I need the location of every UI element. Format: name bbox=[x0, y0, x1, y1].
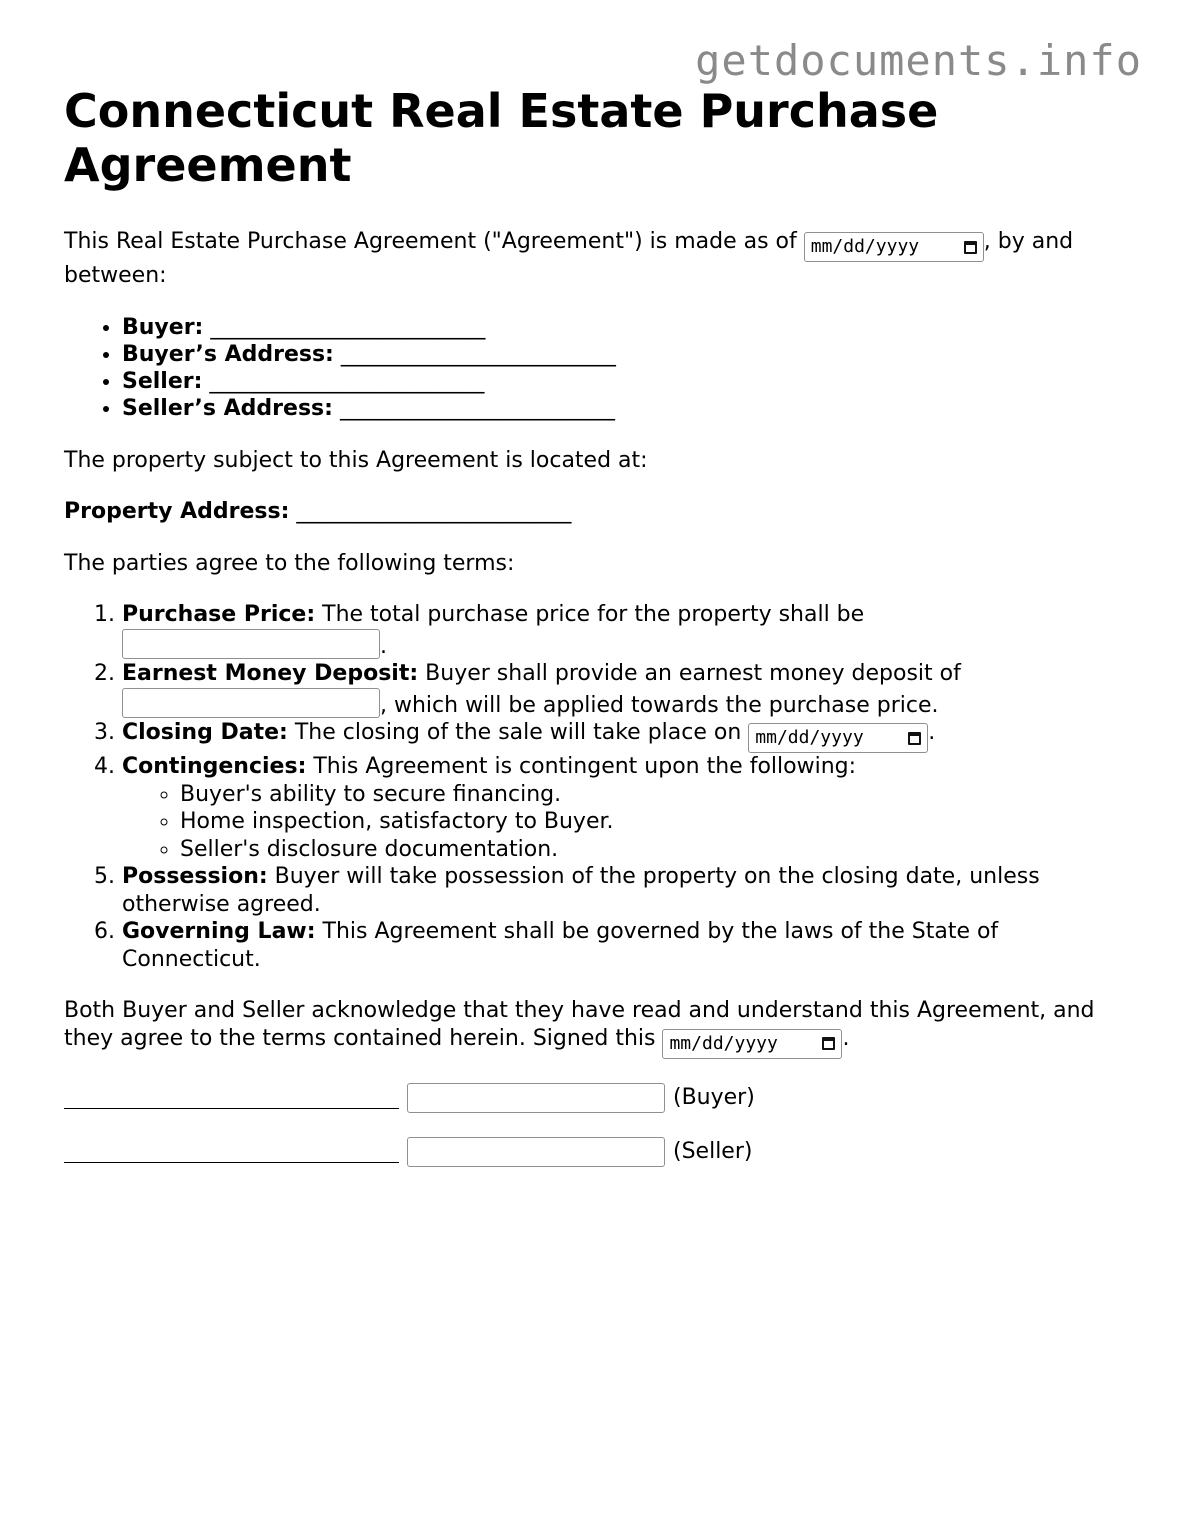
party-label: Seller’s Address: bbox=[122, 396, 333, 422]
party-blank: _________________________ bbox=[340, 341, 616, 367]
party-blank: _________________________ bbox=[210, 314, 486, 340]
terms-intro: The parties agree to the following terms: bbox=[64, 550, 515, 576]
term-closing-date bbox=[122, 719, 1114, 753]
party-label: Buyer: bbox=[122, 314, 204, 340]
term-purchase-price bbox=[122, 601, 1114, 660]
earnest-money-input[interactable] bbox=[122, 688, 380, 718]
document-page bbox=[64, 84, 1114, 1167]
acknowledgment-text: Both Buyer and Seller acknowledge that they have read and understand this Agreement, and they agree to the terms contained herein. Signed this bbox=[64, 998, 1095, 1051]
buyer-name-input[interactable] bbox=[407, 1083, 665, 1113]
intro-text-after: , by and between: bbox=[64, 229, 1074, 288]
term-label: Possession: bbox=[122, 864, 268, 890]
date-placeholder: mm/dd/yyyy bbox=[669, 1032, 778, 1054]
acknowledgment-paragraph bbox=[64, 997, 1114, 1059]
intro-paragraph bbox=[64, 228, 1114, 290]
term-text: Buyer shall provide an earnest money deposit of bbox=[418, 661, 961, 687]
term-text-after: . bbox=[380, 633, 387, 659]
term-text: This Agreement shall be governed by the laws of the State of Connecticut. bbox=[122, 919, 999, 972]
party-buyer bbox=[122, 314, 1114, 341]
contingencies-list bbox=[122, 781, 1114, 864]
purchase-price-input[interactable] bbox=[122, 629, 380, 659]
seller-signature-line bbox=[64, 1140, 399, 1163]
property-address-blank: _________________________ bbox=[296, 499, 572, 525]
closing-date-input[interactable] bbox=[748, 723, 928, 753]
term-label: Purchase Price: bbox=[122, 602, 316, 628]
term-label: Contingencies: bbox=[122, 754, 307, 780]
term-label: Earnest Money Deposit: bbox=[122, 661, 419, 687]
calendar-icon[interactable] bbox=[964, 241, 977, 254]
term-text-after: , which will be applied towards the purchase price. bbox=[380, 692, 939, 718]
party-seller bbox=[122, 368, 1114, 395]
property-address bbox=[64, 498, 1114, 526]
seller-label: (Seller) bbox=[673, 1138, 753, 1164]
term-earnest-money bbox=[122, 660, 1114, 719]
date-placeholder: mm/dd/yyyy bbox=[755, 727, 864, 749]
acknowledgment-after: . bbox=[842, 1025, 850, 1051]
buyer-signature-row bbox=[64, 1083, 1114, 1113]
seller-signature-row bbox=[64, 1137, 1114, 1167]
intro-text: This Real Estate Purchase Agreement ("Agreement") is made as of bbox=[64, 229, 804, 254]
property-address-label: Property Address: bbox=[64, 499, 290, 525]
contingency-item: ◦ Home inspection, satisfactory to Buyer. bbox=[180, 808, 1114, 836]
term-label: Governing Law: bbox=[122, 919, 316, 945]
buyer-label: (Buyer) bbox=[673, 1084, 755, 1110]
term-text: The total purchase price for the property shall be bbox=[315, 602, 865, 628]
document-title: Connecticut Real Estate Purchase Agreement bbox=[64, 84, 939, 192]
agreement-date-input[interactable] bbox=[804, 232, 984, 262]
term-label: Closing Date: bbox=[122, 720, 288, 746]
calendar-icon[interactable] bbox=[822, 1037, 835, 1050]
party-blank: _________________________ bbox=[339, 396, 615, 422]
terms-list bbox=[64, 601, 1114, 973]
term-possession bbox=[122, 863, 1114, 918]
property-intro: The property subject to this Agreement is located at: bbox=[64, 447, 648, 473]
term-text-after: . bbox=[928, 720, 936, 746]
party-blank: _________________________ bbox=[209, 369, 485, 395]
term-text: This Agreement is contingent upon the following: bbox=[306, 754, 857, 780]
contingency-item: ◦ Seller's disclosure documentation. bbox=[180, 836, 1114, 864]
party-seller-address bbox=[122, 395, 1114, 422]
seller-name-input[interactable] bbox=[407, 1137, 665, 1167]
contingency-item: ◦ Buyer's ability to secure financing. bbox=[180, 781, 1114, 809]
party-label: Seller: bbox=[122, 369, 203, 395]
signed-date-input[interactable] bbox=[662, 1029, 842, 1059]
party-label: Buyer’s Address: bbox=[122, 341, 334, 367]
date-placeholder: mm/dd/yyyy bbox=[810, 236, 920, 257]
term-governing-law bbox=[122, 918, 1114, 973]
watermark: getdocuments.info bbox=[695, 36, 1142, 85]
parties-list bbox=[64, 314, 1114, 423]
term-text: The closing of the sale will take place on bbox=[287, 720, 749, 746]
buyer-signature-line bbox=[64, 1086, 399, 1109]
term-contingencies bbox=[122, 753, 1114, 863]
term-text: Buyer will take possession of the property on the closing date, unless otherwise agreed. bbox=[122, 864, 1040, 917]
calendar-icon[interactable] bbox=[908, 732, 921, 745]
party-buyer-address bbox=[122, 341, 1114, 368]
